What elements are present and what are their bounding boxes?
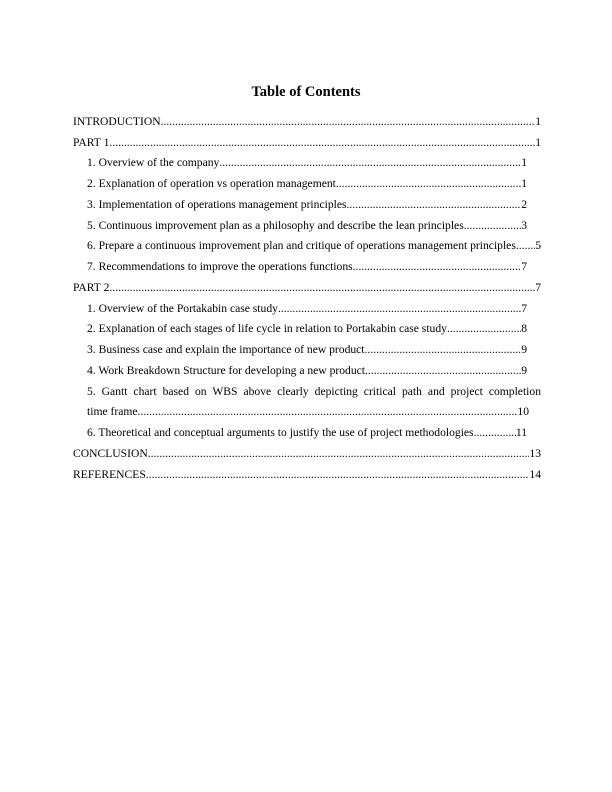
toc-page-number: 11 (515, 426, 527, 440)
toc-entry-text: PART 1 (73, 135, 110, 149)
toc-dot-leader (365, 364, 521, 377)
toc-page-number: 14 (529, 467, 541, 481)
toc-entry-text: 3. Implementation of operations management principles (87, 197, 347, 211)
toc-dot-leader (109, 136, 535, 149)
toc-entry-text: 2. Explanation of each stages of life cycle in relation to Portakabin case study (87, 322, 447, 336)
toc-dot-leader (146, 468, 530, 481)
toc-page-number: 1 (535, 114, 541, 128)
toc-entry-implementation-principles[interactable] (73, 194, 527, 215)
toc-entry-part-1[interactable] (73, 132, 541, 153)
toc-dot-leader (464, 219, 521, 232)
toc-page-number: 1 (535, 135, 541, 149)
toc-dot-leader (347, 198, 522, 211)
toc-entry-wbs[interactable] (73, 360, 527, 381)
toc-entry-recommendations[interactable] (73, 256, 527, 277)
toc-dot-leader (148, 447, 530, 460)
toc-dot-leader (219, 156, 521, 169)
toc-dot-leader (336, 177, 521, 190)
toc-entry-improvement-plan-critique[interactable] (73, 236, 541, 257)
toc-page-number: 7 (535, 280, 541, 294)
toc-entry-gantt-chart[interactable] (73, 381, 541, 402)
table-of-contents (73, 111, 541, 485)
toc-page-number: 7 (521, 260, 527, 274)
toc-page-number: 2 (521, 197, 527, 211)
toc-page-number: 8 (521, 322, 527, 336)
toc-page-number: 1 (521, 156, 527, 170)
toc-dot-leader (138, 405, 518, 418)
toc-page-number: 7 (521, 301, 527, 315)
toc-entry-operation-vs-management[interactable] (73, 173, 527, 194)
toc-entry-overview-portakabin[interactable] (73, 298, 527, 319)
toc-entry-text: 1. Overview of the Portakabin case study (87, 301, 278, 315)
toc-dot-leader (353, 260, 522, 273)
toc-entry-text: 4. Work Breakdown Structure for developing a new product (87, 363, 365, 377)
toc-entry-references[interactable] (73, 464, 541, 485)
toc-entry-text: 5. Continuous improvement plan as a philosophy and describe the lean principles (87, 218, 464, 232)
toc-page-number: 1 (521, 177, 527, 191)
toc-page-number: 10 (517, 405, 529, 419)
toc-entry-text: 2. Explanation of operation vs operation management (87, 177, 336, 191)
toc-page-number: 13 (529, 446, 541, 460)
toc-entry-text: PART 2 (73, 280, 110, 294)
toc-entry-text: 7. Recommendations to improve the operations functions (87, 260, 353, 274)
toc-entry-text: 6. Theoretical and conceptual arguments to justify the use of project methodologies (87, 426, 474, 440)
toc-dot-leader (447, 322, 521, 335)
toc-entry-continuous-improvement-lean[interactable] (73, 215, 527, 236)
toc-page-number: 5 (535, 239, 541, 253)
toc-entry-text: 5. Gantt chart based on WBS above clearly depicting critical path and project completion (87, 384, 541, 398)
toc-page-number: 9 (521, 343, 527, 357)
toc-entry-text: REFERENCES (73, 467, 146, 481)
toc-entry-text: CONCLUSION (73, 446, 148, 460)
toc-entry-text: INTRODUCTION (73, 114, 161, 128)
toc-entry-gantt-chart-continued[interactable] (73, 402, 529, 423)
toc-page-number: 9 (521, 363, 527, 377)
toc-dot-leader (109, 281, 535, 294)
toc-dot-leader (365, 343, 522, 356)
toc-entry-text: time frame (87, 405, 138, 419)
toc-entry-introduction[interactable] (73, 111, 541, 132)
toc-dot-leader (516, 239, 535, 252)
toc-dot-leader (278, 302, 521, 315)
toc-entry-overview-company[interactable] (73, 153, 527, 174)
toc-entry-part-2[interactable] (73, 277, 541, 298)
toc-entry-life-cycle-stages[interactable] (73, 319, 527, 340)
toc-entry-project-methodologies[interactable] (73, 422, 527, 443)
toc-entry-conclusion[interactable] (73, 443, 541, 464)
toc-entry-business-case[interactable] (73, 339, 527, 360)
toc-entry-text: 1. Overview of the company (87, 156, 220, 170)
toc-dot-leader (474, 426, 516, 439)
toc-entry-text: 3. Business case and explain the importance of new product (87, 343, 365, 357)
toc-dot-leader (161, 115, 536, 128)
toc-title: Table of Contents (251, 84, 361, 100)
toc-entry-text: 6. Prepare a continuous improvement plan and critique of operations management principles (87, 239, 516, 253)
toc-page-number: 3 (521, 218, 527, 232)
